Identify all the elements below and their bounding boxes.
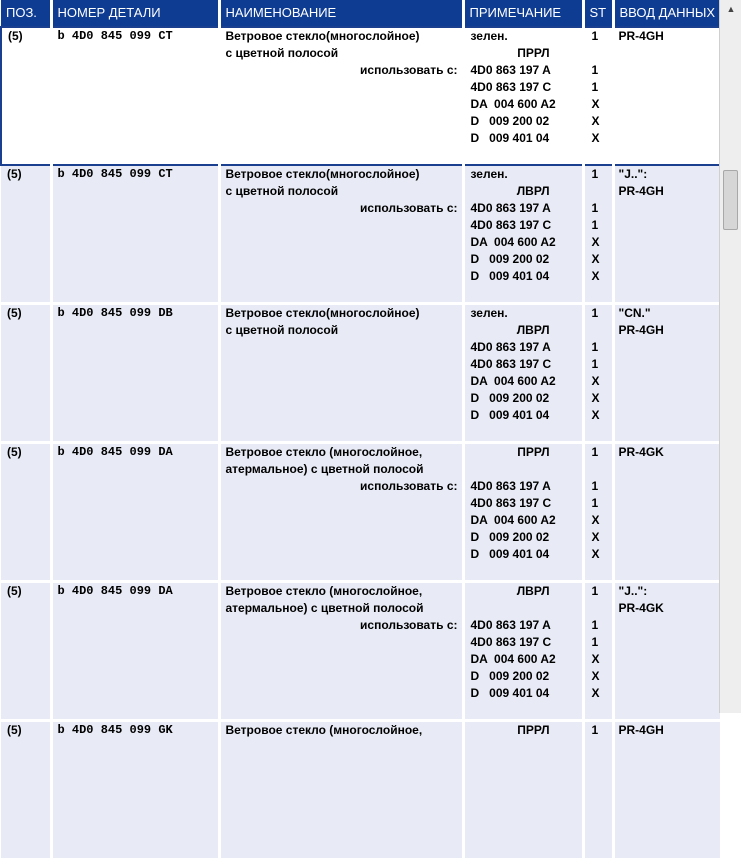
note-line: D 009 401 04 xyxy=(470,131,550,145)
cell-data-entry xyxy=(613,165,720,304)
table-row[interactable] xyxy=(1,582,720,721)
cell-position xyxy=(1,165,51,304)
st-value: X xyxy=(591,408,600,422)
name-line: с цветной полосой xyxy=(225,184,339,198)
st-value xyxy=(592,600,612,617)
part-number-text: b 4D0 845 099 CT xyxy=(57,167,173,181)
st-value: X xyxy=(591,547,600,561)
st-value: 1 xyxy=(591,80,599,94)
cell-part-number xyxy=(51,304,219,443)
note-line: D 009 200 02 xyxy=(470,252,550,266)
cell-part-number xyxy=(51,443,219,582)
note-line: 4D0 863 197 C xyxy=(470,80,552,94)
st-value: 1 xyxy=(591,218,599,232)
data-entry-line: PR-4GH xyxy=(618,723,664,737)
note-line: D 009 200 02 xyxy=(470,669,550,683)
data-entry-line: PR-4GH xyxy=(618,29,664,43)
note-line xyxy=(471,600,582,617)
note-line: 4D0 863 197 A xyxy=(470,340,551,354)
st-value: 1 xyxy=(591,479,599,493)
position-text: (5) xyxy=(7,167,22,181)
name-line: использовать с: xyxy=(360,63,458,77)
note-line: ПРРЛ xyxy=(517,445,550,459)
cell-name xyxy=(219,27,463,165)
data-entry-line: PR-4GK xyxy=(618,445,664,459)
cell-name xyxy=(219,165,463,304)
cell-st xyxy=(583,582,613,721)
st-value xyxy=(592,461,612,478)
table-row[interactable] xyxy=(1,443,720,582)
note-line: зелен. xyxy=(470,167,508,181)
part-number-text: b 4D0 845 099 DA xyxy=(57,584,173,598)
column-header-name[interactable]: НАИМЕНОВАНИЕ xyxy=(219,0,463,27)
position-text: (5) xyxy=(7,445,22,459)
column-header-position[interactable]: ПОЗ. xyxy=(1,0,51,27)
note-line: DA 004 600 A2 xyxy=(470,652,556,666)
st-value: 1 xyxy=(591,63,599,77)
st-value: X xyxy=(591,269,600,283)
cell-part-number xyxy=(51,721,219,860)
st-value: X xyxy=(591,114,600,128)
cell-position xyxy=(1,304,51,443)
data-entry-line: "J..": xyxy=(618,584,648,598)
st-value: X xyxy=(591,530,600,544)
cell-name xyxy=(219,721,463,860)
part-number-text: b 4D0 845 099 DA xyxy=(57,445,173,459)
data-entry-line: PR-4GH xyxy=(618,184,664,198)
part-number-text: b 4D0 845 099 CT xyxy=(57,29,173,43)
cell-note xyxy=(463,582,583,721)
name-line: атермальное) с цветной полосой xyxy=(225,601,424,615)
position-text: (5) xyxy=(8,29,23,43)
part-number-text: b 4D0 845 099 DB xyxy=(57,306,173,320)
st-value: X xyxy=(591,235,600,249)
note-line: D 009 401 04 xyxy=(470,269,550,283)
note-line: ПРРЛ xyxy=(517,723,550,737)
st-value: 1 xyxy=(591,496,599,510)
note-line: 4D0 863 197 C xyxy=(470,635,552,649)
cell-st xyxy=(583,165,613,304)
name-line: Ветровое стекло(многослойное) xyxy=(225,306,420,320)
st-value: 1 xyxy=(591,635,599,649)
name-line: использовать с: xyxy=(360,479,458,493)
note-line: DA 004 600 A2 xyxy=(470,235,556,249)
st-value xyxy=(592,183,612,200)
position-text: (5) xyxy=(7,723,22,737)
cell-name xyxy=(219,304,463,443)
note-line: D 009 401 04 xyxy=(470,686,550,700)
name-line: Ветровое стекло(многослойное) xyxy=(225,167,420,181)
st-value: 1 xyxy=(591,618,599,632)
cell-name xyxy=(219,443,463,582)
st-value: 1 xyxy=(591,723,599,737)
table-row[interactable] xyxy=(1,721,720,860)
st-value: X xyxy=(591,686,600,700)
note-line: ЛВРЛ xyxy=(516,323,550,337)
column-header-data-entry[interactable]: ВВОД ДАННЫХ xyxy=(613,0,720,27)
cell-name xyxy=(219,582,463,721)
scrollbar-thumb[interactable] xyxy=(723,170,738,230)
data-entry-line: PR-4GK xyxy=(618,601,664,615)
name-line: Ветровое стекло (многослойное, xyxy=(225,723,423,737)
cell-st xyxy=(583,721,613,860)
note-line: 4D0 863 197 C xyxy=(470,357,552,371)
note-line: 4D0 863 197 C xyxy=(470,218,552,232)
note-line: 4D0 863 197 A xyxy=(470,618,551,632)
note-line: D 009 200 02 xyxy=(470,391,550,405)
cell-part-number xyxy=(51,27,219,165)
table-row[interactable] xyxy=(1,165,720,304)
note-line: D 009 401 04 xyxy=(470,547,550,561)
st-value: X xyxy=(591,391,600,405)
vertical-scrollbar[interactable] xyxy=(719,0,741,713)
table-row[interactable] xyxy=(1,27,720,165)
data-entry-line: "J..": xyxy=(618,167,648,181)
name-line: использовать с: xyxy=(360,618,458,632)
st-value: X xyxy=(591,252,600,266)
st-value: 1 xyxy=(591,201,599,215)
table-row[interactable] xyxy=(1,304,720,443)
part-number-text: b 4D0 845 099 GK xyxy=(57,723,173,737)
note-line: D 009 401 04 xyxy=(470,408,550,422)
note-line: 4D0 863 197 A xyxy=(470,479,551,493)
st-value xyxy=(592,45,612,62)
note-line: ЛВРЛ xyxy=(516,184,550,198)
st-value: 1 xyxy=(591,167,599,181)
cell-data-entry xyxy=(613,721,720,860)
cell-part-number xyxy=(51,165,219,304)
note-line: DA 004 600 A2 xyxy=(470,374,556,388)
cell-st xyxy=(583,27,613,165)
note-line xyxy=(471,461,582,478)
cell-note xyxy=(463,721,583,860)
st-value: X xyxy=(591,652,600,666)
name-line: с цветной полосой xyxy=(225,323,339,337)
st-value: X xyxy=(591,669,600,683)
name-line: Ветровое стекло (многослойное, xyxy=(225,584,423,598)
table-header-row xyxy=(1,0,720,27)
cell-note xyxy=(463,304,583,443)
name-line: с цветной полосой xyxy=(225,46,339,60)
st-value: 1 xyxy=(591,306,599,320)
column-header-st[interactable]: ST xyxy=(583,0,613,27)
data-entry-line: "CN." xyxy=(618,306,651,320)
cell-position xyxy=(1,721,51,860)
cell-position xyxy=(1,582,51,721)
note-line: 4D0 863 197 A xyxy=(470,201,551,215)
cell-note xyxy=(463,27,583,165)
note-line: D 009 200 02 xyxy=(470,530,550,544)
st-value: 1 xyxy=(591,357,599,371)
st-value: X xyxy=(591,513,600,527)
name-line: атермальное) с цветной полосой xyxy=(225,462,424,476)
column-header-part-number[interactable]: НОМЕР ДЕТАЛИ xyxy=(51,0,219,27)
scroll-up-arrow-icon[interactable]: ▲ xyxy=(726,4,736,14)
cell-st xyxy=(583,304,613,443)
st-value: 1 xyxy=(591,340,599,354)
note-line: DA 004 600 A2 xyxy=(470,97,556,111)
cell-note xyxy=(463,443,583,582)
st-value: X xyxy=(591,131,600,145)
cell-position xyxy=(1,443,51,582)
st-value: 1 xyxy=(591,29,599,43)
name-line: Ветровое стекло (многослойное, xyxy=(225,445,423,459)
position-text: (5) xyxy=(7,584,22,598)
cell-part-number xyxy=(51,582,219,721)
st-value: 1 xyxy=(591,584,599,598)
note-line: ПРРЛ xyxy=(517,46,550,60)
note-line: зелен. xyxy=(470,29,508,43)
cell-data-entry xyxy=(613,443,720,582)
cell-data-entry xyxy=(613,27,720,165)
st-value: 1 xyxy=(591,445,599,459)
name-line: использовать с: xyxy=(360,201,458,215)
note-line: ЛВРЛ xyxy=(516,584,550,598)
note-line: DA 004 600 A2 xyxy=(470,513,556,527)
st-value: X xyxy=(591,374,600,388)
st-value xyxy=(592,322,612,339)
cell-st xyxy=(583,443,613,582)
note-line: зелен. xyxy=(470,306,508,320)
data-entry-line: PR-4GH xyxy=(618,323,664,337)
cell-data-entry xyxy=(613,582,720,721)
column-header-note[interactable]: ПРИМЕЧАНИЕ xyxy=(463,0,583,27)
cell-note xyxy=(463,165,583,304)
st-value: X xyxy=(591,97,600,111)
name-line: Ветровое стекло(многослойное) xyxy=(225,29,420,43)
note-line: D 009 200 02 xyxy=(470,114,550,128)
note-line: 4D0 863 197 A xyxy=(470,63,551,77)
cell-position xyxy=(1,27,51,165)
cell-data-entry xyxy=(613,304,720,443)
position-text: (5) xyxy=(7,306,22,320)
note-line: 4D0 863 197 C xyxy=(470,496,552,510)
